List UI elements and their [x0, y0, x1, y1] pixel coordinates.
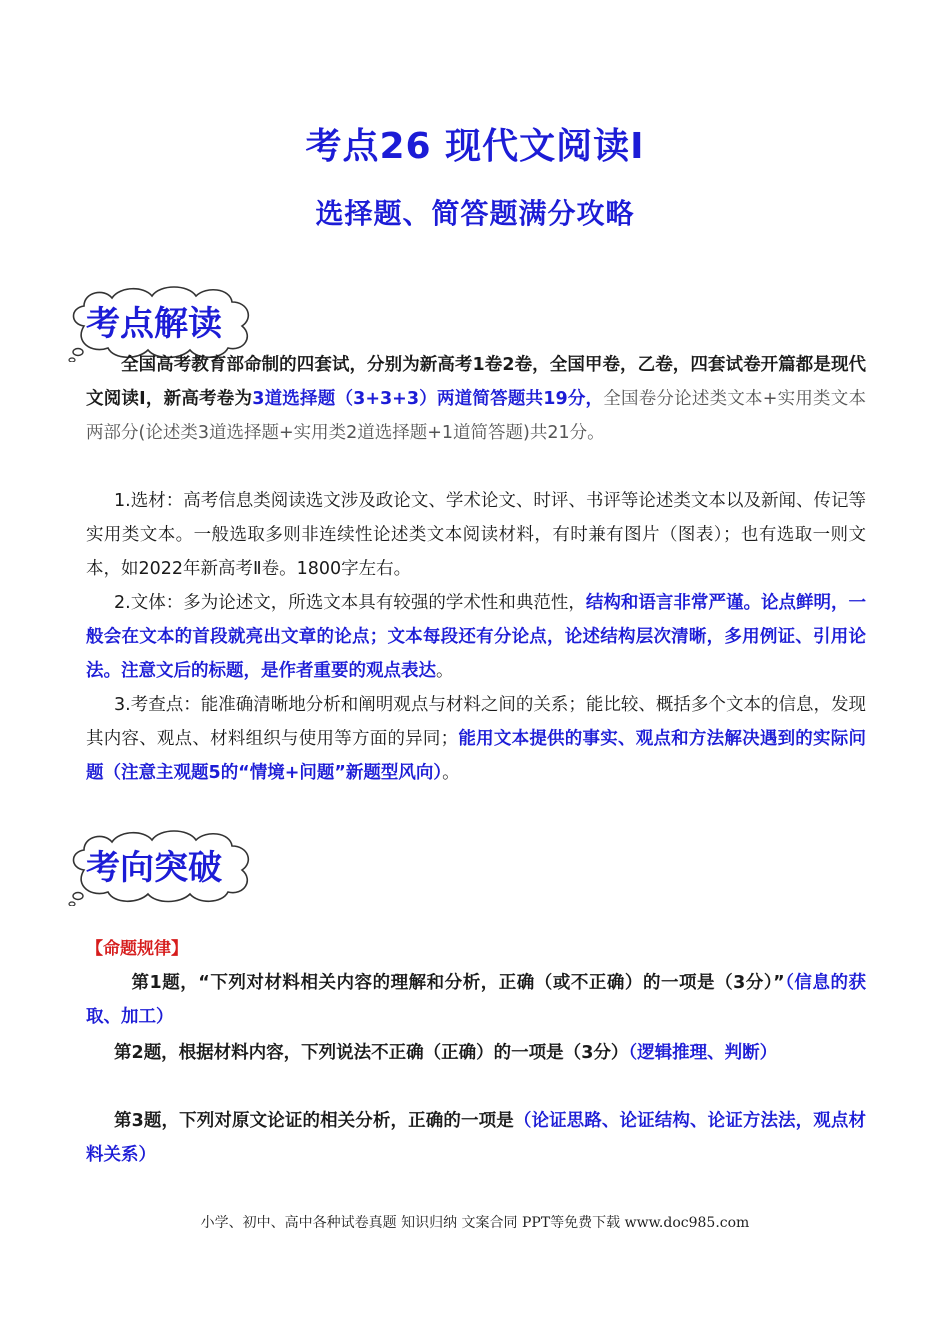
section-cloud-kaoxiang — [64, 826, 264, 906]
point-material-paragraph: 1.选材：高考信息类阅读选文涉及政论文、学术论文、时评、书评等论述类文本以及新闻、传记等实用类文本。一般选取多则非连续性论述类文本阅读材料，有时兼有图片（图表）；也有选取一则文本，如2022年新高考Ⅱ卷。1800字左右。 — [86, 491, 866, 579]
point-exam-paragraph: 3.考查点：能准确清晰地分析和阐明观点与材料之间的关系；能比较、概括多个文本的信息，发现其内容、观点、材料组织与使用等方面的异同；能用文本提供的事实、观点和方法解决遇到的实际问题（注意主观题5的“情境+问题”新题型风向）。 — [86, 695, 867, 783]
section-label: 考向突破 — [86, 848, 222, 888]
rule-heading: 【命题规律】 — [86, 939, 188, 959]
question-1-paragraph: 第1题，“下列对材料相关内容的理解和分析，正确（或不正确）的一项是（3分）”（信息的获取、加工） — [86, 973, 867, 1027]
page-footer: 小学、初中、高中各种试卷真题 知识归纳 文案合同 PPT等免费下载 www.doc985.com — [200, 1215, 750, 1231]
point-style-paragraph: 2.文体：多为论述文，所选文本具有较强的学术性和典范性，结构和语言非常严谨。论点鲜明，一般会在文本的首段就亮出文章的论点；文本每段还有分论点，论述结构层次清晰，多用例证、引用论法。注意文后的标题，是作者重要的观点表达。 — [86, 593, 866, 681]
section-label: 考点解读 — [86, 304, 222, 344]
question-3-paragraph: 第3题，下列对原文论证的相关分析，正确的一项是（论证思路、论证结构、论证方法法，观点材料关系） — [86, 1111, 867, 1165]
intro-paragraph: 全国高考教育部命制的四套试，分别为新高考1卷2卷，全国甲卷，乙卷，四套试卷开篇都是现代文阅读Ⅰ，新高考卷为3道选择题（3+3+3）两道简答题共19分，全国卷分论述类文本+实用类文本两部分(论述类3道选择题+实用类2道选择题+1道简答题)共21分。 — [86, 355, 867, 443]
question-2-paragraph: 第2题，根据材料内容，下列说法不正确（正确）的一项是（3分）（逻辑推理、判断） — [114, 1043, 778, 1063]
page-title: 考点26 现代文阅读Ⅰ — [305, 126, 645, 167]
page-subtitle: 选择题、简答题满分攻略 — [315, 197, 635, 230]
